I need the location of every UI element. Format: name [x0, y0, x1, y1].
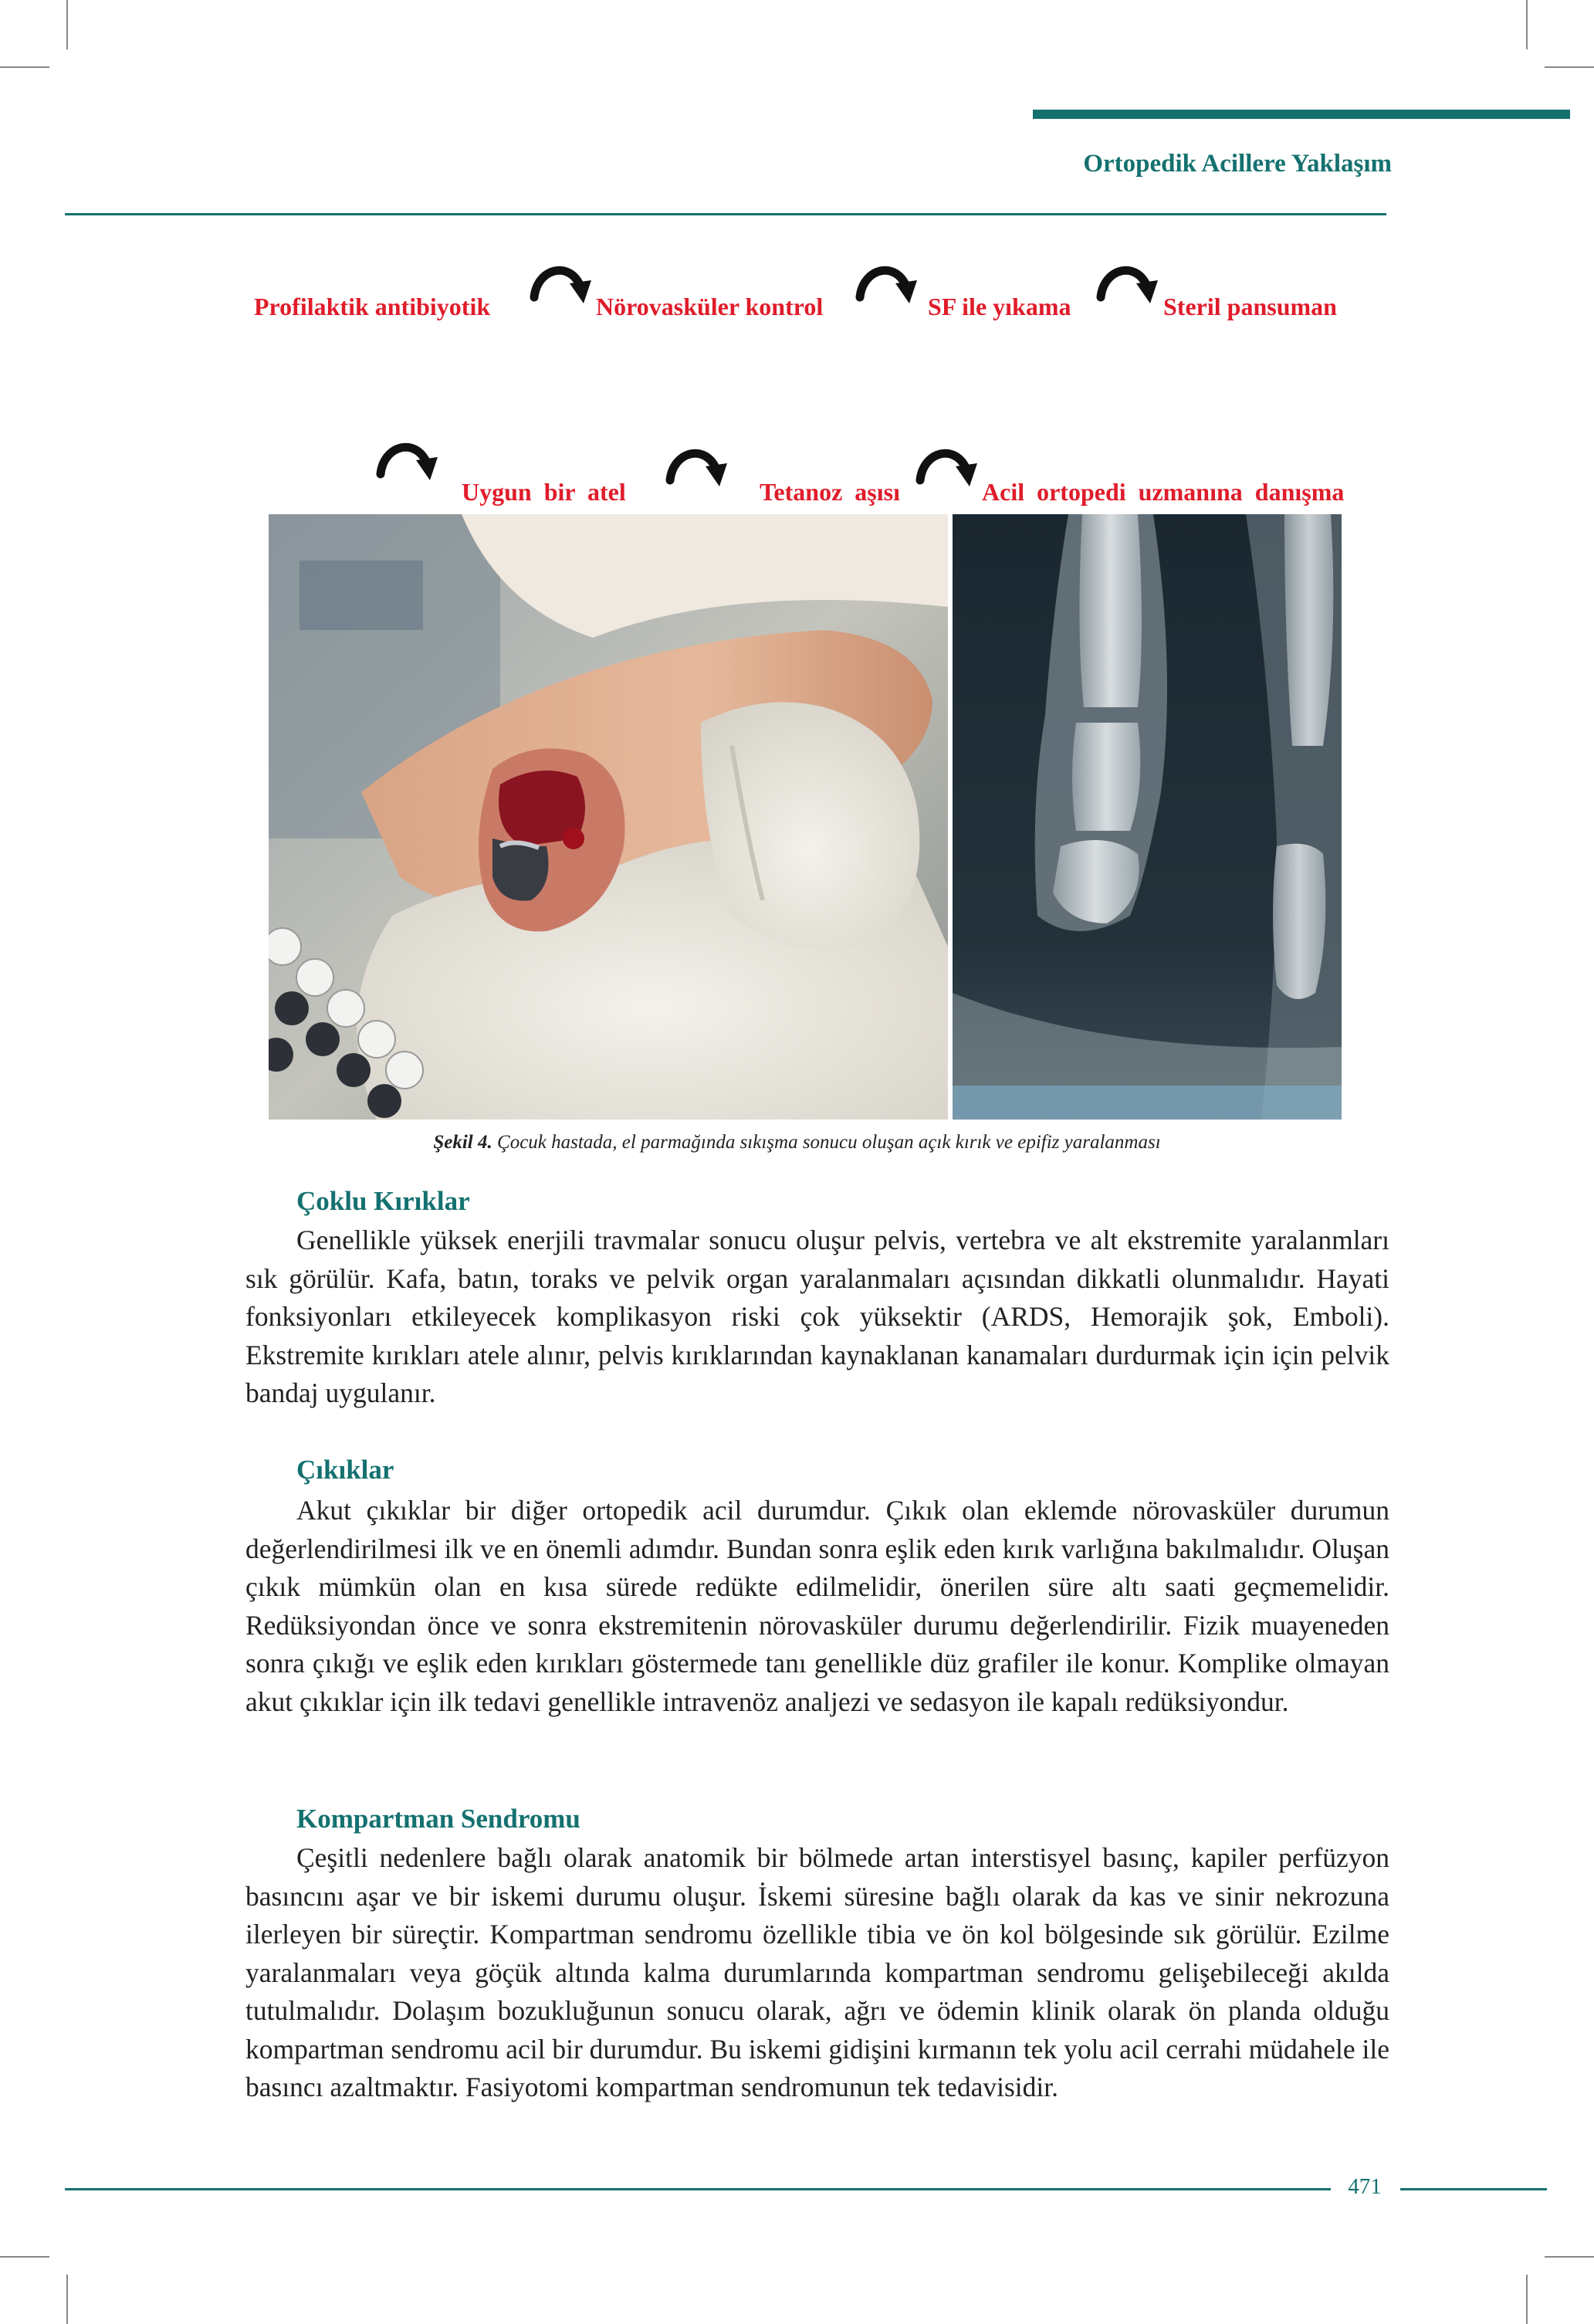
flow-step-antibiotic: Profilaktik antibiyotik: [254, 293, 491, 320]
flow-step-neurovascular: Nörovasküler kontrol: [596, 293, 824, 320]
section-heading-multiple-fractures: Çoklu Kırıklar: [296, 1186, 470, 1216]
flow-step-splint: Uygun bir atel: [462, 478, 626, 506]
xray-image-finger: [953, 514, 1342, 1120]
crop-mark: [0, 2256, 49, 2258]
figure-images: [269, 514, 1342, 1120]
section-heading-dislocations: Çıkıklar: [296, 1455, 394, 1485]
section-heading-compartment-syndrome: Kompartman Sendromu: [296, 1804, 580, 1834]
footer-rule: [1400, 2188, 1547, 2190]
crop-mark: [66, 2275, 68, 2324]
crop-mark: [1526, 0, 1528, 49]
section-body-dislocations: Akut çıkıklar bir diğer ortopedik acil durumdur. Çıkık olan eklemde nörovasküler durumun değerlendirilmesi ilk ve en önemli adımdır. Bundan sonra eşlik eden kırık varlığına bakılmalıdır. Oluşan çıkık mümkün olan en kısa sürede redükte edilmelidir, önerilen süre altı saati geçmemelidir. Redüksiyondan önce ve sonra ekstremitenin nörovasküler durumu değerlendirilir. Fizik muayeneden sonra çıkığı ve eşlik eden kırıkları göstermede tanı genellikle düz grafiler ile konur. Komplike olmayan akut çıkıklar için ilk tedavi genellikle intravenöz analjezi ve sedasyon ile kapalı redüksiyondur.: [245, 1495, 1389, 1717]
flow-step-sterile-dressing: Steril pansuman: [1163, 293, 1337, 320]
flow-step-tetanus: Tetanoz aşısı: [760, 478, 900, 506]
clinical-photo-finger: [269, 514, 948, 1120]
header-rule: [65, 213, 1386, 215]
crop-mark: [0, 66, 49, 68]
curved-arrow-icon: [530, 257, 594, 313]
figure-caption-text: Çocuk hastada, el parmağında sıkışma sonucu oluşan açık kırık ve epifiz yaralanması: [492, 1132, 1161, 1153]
header-accent-bar: [1033, 110, 1570, 119]
page-number: 471: [1348, 2174, 1382, 2199]
curved-arrow-icon: [665, 440, 730, 496]
crop-mark: [1526, 2275, 1528, 2324]
flow-step-saline-wash: SF ile yıkama: [928, 293, 1071, 320]
crop-mark: [66, 0, 68, 49]
curved-arrow-icon: [855, 257, 920, 313]
curved-arrow-icon: [376, 434, 441, 490]
flow-step-orthopedic-consult: Acil ortopedi uzmanına danışma: [982, 478, 1345, 506]
curved-arrow-icon: [915, 440, 980, 496]
crop-mark: [1545, 2256, 1594, 2258]
figure-caption: [0, 1132, 1594, 1154]
figure-caption-label: Şekil 4.: [433, 1132, 492, 1153]
footer-rule: [65, 2188, 1331, 2190]
section-body-compartment-syndrome: Çeşitli nedenlere bağlı olarak anatomik bir bölmede artan interstisyel basınç, kapiler perfüzyon basıncını aşar ve bir iskemi durumu oluşur. İskemi süresine bağlı olarak da kas ve sinir nekrozuna ilerleyen bir süreçtir. Kompartman sendromu özellikle tibia ve ön kol bölgesinde sık görülür. Ezilme yaralanmaları veya göçük altında kalma durumlarında kompartman sendromu gelişebileceği akılda tutulmalıdır. Dolaşım bozukluğunun sonucu olarak, ağrı ve ödemin klinik olarak ön planda olduğu kompartman sendromu acil bir durumdur. Bu iskemi gidişini kırmanın tek yolu acil cerrahi müdahele ile basıncı azaltmaktır. Fasiyotomi kompartman sendromunun tek tedavisidir.: [245, 1842, 1389, 2102]
crop-mark: [1545, 66, 1594, 68]
section-body-multiple-fractures: Genellikle yüksek enerjili travmalar sonucu oluşur pelvis, vertebra ve alt ekstremite yaralanmları sık görülür. Kafa, batın, toraks ve pelvik organ yaralanmaları açısından dikkatli olunmalıdır. Hayati fonksiyonları etkileyecek komplikasyon riski çok yüksektir (ARDS, Hemorajik şok, Emboli). Ekstremite kırıkları atele alınır, pelvis kırıklarından kaynaklanan kanamaları durdurmak için için pelvik bandaj uygulanır.: [245, 1225, 1389, 1408]
curved-arrow-icon: [1096, 257, 1161, 313]
running-title: Ortopedik Acillere Yaklaşım: [1083, 150, 1392, 178]
